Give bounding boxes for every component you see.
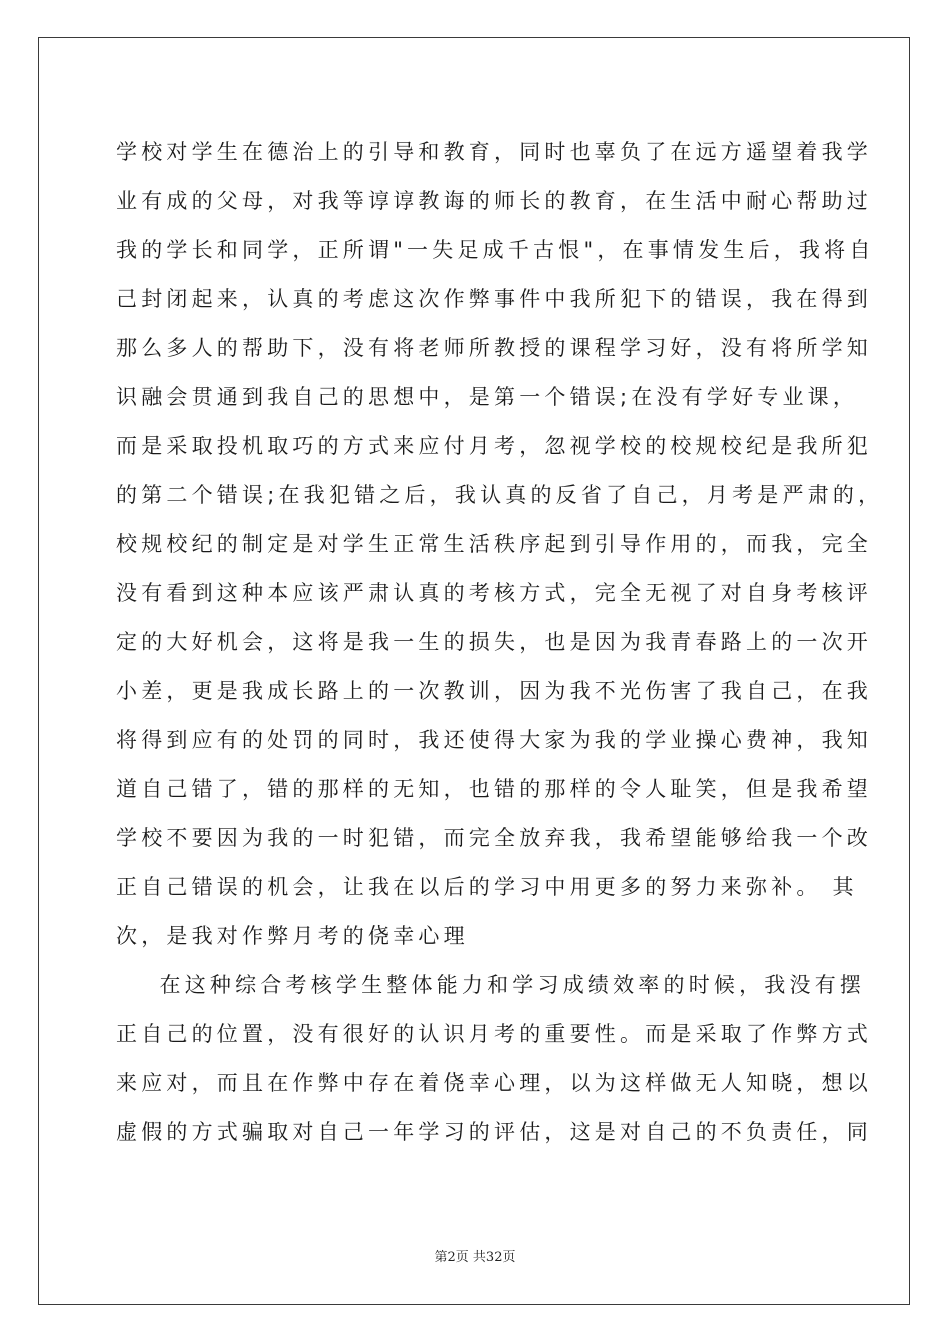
text-line: 将得到应有的处罚的同时，我还使得大家为我的学业操心费神，我知: [116, 728, 872, 752]
paragraph-start-line: 在这种综合考核学生整体能力和学习成绩效率的时候，我没有摆: [116, 973, 866, 997]
text-line: 正自己错误的机会，让我在以后的学习中用更多的努力来弥补。 其: [116, 875, 858, 899]
text-line: 识融会贯通到我自己的思想中，是第一个错误;在没有学好专业课，: [116, 385, 859, 409]
text-line: 学校对学生在德治上的引导和教育，同时也辜负了在远方遥望着我学: [116, 140, 872, 164]
text-line: 我的学长和同学，正所谓"一失足成千古恨"，在事情发生后，我将自: [116, 238, 875, 262]
text-line: 来应对，而且在作弊中存在着侥幸心理，以为这样做无人知晓，想以: [116, 1071, 872, 1095]
text-line: 的第二个错误;在我犯错之后，我认真的反省了自己，月考是严肃的，: [116, 483, 884, 507]
text-line: 道自己错了，错的那样的无知，也错的那样的令人耻笑，但是我希望: [116, 777, 872, 801]
text-line: 而是采取投机取巧的方式来应付月考，忽视学校的校规校纪是我所犯: [116, 434, 872, 458]
text-line: 校规校纪的制定是对学生正常生活秩序起到引导作用的，而我，完全: [116, 532, 872, 556]
page-number-footer: 第2页 共32页: [434, 1250, 516, 1265]
text-line: 定的大好机会，这将是我一生的损失，也是因为我青春路上的一次开: [116, 630, 872, 654]
text-line: 己封闭起来，认真的考虑这次作弊事件中我所犯下的错误，我在得到: [116, 287, 872, 311]
text-line: 正自己的位置，没有很好的认识月考的重要性。而是采取了作弊方式: [116, 1022, 872, 1046]
document-body: [116, 128, 884, 1157]
text-line: 没有看到这种本应该严肃认真的考核方式，完全无视了对自身考核评: [116, 581, 872, 605]
text-line: 那么多人的帮助下，没有将老师所教授的课程学习好，没有将所学知: [116, 336, 872, 360]
text-line: 小差，更是我成长路上的一次教训，因为我不光伤害了我自己，在我: [116, 679, 872, 703]
text-line: 虚假的方式骗取对自己一年学习的评估，这是对自己的不负责任，同: [116, 1120, 872, 1144]
text-line: 学校不要因为我的一时犯错，而完全放弃我，我希望能够给我一个改: [116, 826, 872, 850]
text-line: 业有成的父母，对我等谆谆教诲的师长的教育，在生活中耐心帮助过: [116, 189, 872, 213]
text-line: 次，是我对作弊月考的侥幸心理: [116, 924, 469, 948]
